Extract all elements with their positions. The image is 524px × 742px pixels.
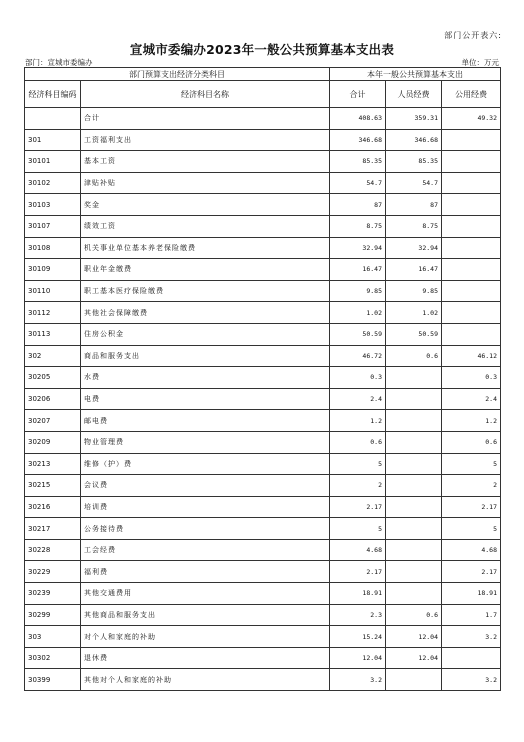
cell-code: 30216 xyxy=(25,496,81,518)
header-personnel: 人员经费 xyxy=(386,81,442,108)
cell-name: 住房公积金 xyxy=(81,323,330,345)
cell-code: 30215 xyxy=(25,475,81,497)
cell-total: 5 xyxy=(330,453,386,475)
cell-code: 301 xyxy=(25,129,81,151)
cell-name: 工会经费 xyxy=(81,539,330,561)
table-row xyxy=(25,280,501,302)
cell-personnel xyxy=(386,539,442,561)
cell-public: 3.2 xyxy=(442,626,501,648)
cell-total: 1.2 xyxy=(330,410,386,432)
table-row xyxy=(25,151,501,173)
cell-name: 基本工资 xyxy=(81,151,330,173)
cell-code: 30229 xyxy=(25,561,81,583)
cell-total: 12.04 xyxy=(330,647,386,669)
cell-code: 30209 xyxy=(25,431,81,453)
cell-name: 商品和服务支出 xyxy=(81,345,330,367)
table-row xyxy=(25,518,501,540)
cell-total: 1.02 xyxy=(330,302,386,324)
page-title: 宣城市委编办2023年一般公共预算基本支出表 xyxy=(129,42,395,57)
table-tag: 部门公开表六: xyxy=(444,31,502,40)
cell-public: 46.12 xyxy=(442,345,501,367)
cell-total: 0.3 xyxy=(330,367,386,389)
cell-public: 2.17 xyxy=(442,561,501,583)
cell-code: 30102 xyxy=(25,172,81,194)
table-row xyxy=(25,583,501,605)
header-name: 经济科目名称 xyxy=(81,81,330,108)
table-column-header xyxy=(25,81,501,108)
cell-public: 1.7 xyxy=(442,604,501,626)
cell-public xyxy=(442,194,501,216)
cell-total: 18.91 xyxy=(330,583,386,605)
table-row xyxy=(25,108,501,130)
cell-code: 30299 xyxy=(25,604,81,626)
cell-public: 2.17 xyxy=(442,496,501,518)
cell-name: 对个人和家庭的补助 xyxy=(81,626,330,648)
cell-code: 30108 xyxy=(25,237,81,259)
cell-personnel: 32.94 xyxy=(386,237,442,259)
cell-total: 32.94 xyxy=(330,237,386,259)
cell-personnel xyxy=(386,410,442,432)
cell-name: 公务接待费 xyxy=(81,518,330,540)
cell-code: 30239 xyxy=(25,583,81,605)
table-row xyxy=(25,194,501,216)
cell-personnel xyxy=(386,561,442,583)
cell-public xyxy=(442,172,501,194)
table-row xyxy=(25,367,501,389)
cell-code: 30205 xyxy=(25,367,81,389)
cell-name: 退休费 xyxy=(81,647,330,669)
cell-personnel xyxy=(386,496,442,518)
cell-code xyxy=(25,108,81,130)
cell-name: 物业管理费 xyxy=(81,431,330,453)
cell-personnel: 12.04 xyxy=(386,647,442,669)
cell-name: 培训费 xyxy=(81,496,330,518)
cell-personnel xyxy=(386,583,442,605)
cell-name: 其他商品和服务支出 xyxy=(81,604,330,626)
cell-total: 9.85 xyxy=(330,280,386,302)
cell-total: 4.68 xyxy=(330,539,386,561)
cell-personnel: 85.35 xyxy=(386,151,442,173)
cell-code: 303 xyxy=(25,626,81,648)
cell-personnel: 0.6 xyxy=(386,604,442,626)
unit-label: 单位：万元 xyxy=(461,58,499,67)
cell-personnel xyxy=(386,669,442,691)
table-body xyxy=(25,108,501,691)
cell-personnel: 16.47 xyxy=(386,259,442,281)
cell-personnel xyxy=(386,431,442,453)
cell-total: 346.68 xyxy=(330,129,386,151)
table-row xyxy=(25,172,501,194)
cell-public: 49.32 xyxy=(442,108,501,130)
cell-code: 302 xyxy=(25,345,81,367)
cell-personnel xyxy=(386,475,442,497)
cell-public xyxy=(442,129,501,151)
cell-total: 87 xyxy=(330,194,386,216)
cell-personnel xyxy=(386,388,442,410)
cell-code: 30112 xyxy=(25,302,81,324)
table-row xyxy=(25,453,501,475)
cell-total: 16.47 xyxy=(330,259,386,281)
cell-name: 其他对个人和家庭的补助 xyxy=(81,669,330,691)
group-header-economic: 部门预算支出经济分类科目 xyxy=(25,68,330,81)
cell-public: 0.6 xyxy=(442,431,501,453)
cell-code: 30110 xyxy=(25,280,81,302)
cell-name: 其他社会保障缴费 xyxy=(81,302,330,324)
cell-code: 30113 xyxy=(25,323,81,345)
cell-code: 30109 xyxy=(25,259,81,281)
cell-name: 机关事业单位基本养老保险缴费 xyxy=(81,237,330,259)
cell-total: 85.35 xyxy=(330,151,386,173)
group-header-budget: 本年一般公共预算基本支出 xyxy=(330,68,501,81)
cell-personnel: 1.02 xyxy=(386,302,442,324)
table-row xyxy=(25,129,501,151)
cell-name: 绩效工资 xyxy=(81,215,330,237)
cell-public xyxy=(442,280,501,302)
cell-total: 54.7 xyxy=(330,172,386,194)
cell-code: 30103 xyxy=(25,194,81,216)
header-total: 合计 xyxy=(330,81,386,108)
table-row xyxy=(25,561,501,583)
cell-name: 水费 xyxy=(81,367,330,389)
cell-name: 奖金 xyxy=(81,194,330,216)
cell-public xyxy=(442,647,501,669)
table-row xyxy=(25,323,501,345)
cell-code: 30213 xyxy=(25,453,81,475)
cell-public xyxy=(442,151,501,173)
cell-name: 邮电费 xyxy=(81,410,330,432)
cell-total: 8.75 xyxy=(330,215,386,237)
cell-public: 0.3 xyxy=(442,367,501,389)
table-row xyxy=(25,215,501,237)
cell-personnel: 346.68 xyxy=(386,129,442,151)
cell-code: 30228 xyxy=(25,539,81,561)
cell-code: 30206 xyxy=(25,388,81,410)
cell-code: 30217 xyxy=(25,518,81,540)
cell-public xyxy=(442,302,501,324)
cell-total: 15.24 xyxy=(330,626,386,648)
table-group-header xyxy=(25,68,501,81)
cell-name: 职业年金缴费 xyxy=(81,259,330,281)
cell-name: 其他交通费用 xyxy=(81,583,330,605)
cell-personnel xyxy=(386,367,442,389)
table-row xyxy=(25,237,501,259)
cell-name: 津贴补贴 xyxy=(81,172,330,194)
cell-public: 18.91 xyxy=(442,583,501,605)
cell-code: 30207 xyxy=(25,410,81,432)
header-code: 经济科目编码 xyxy=(25,81,81,108)
cell-name: 维修（护）费 xyxy=(81,453,330,475)
cell-personnel xyxy=(386,453,442,475)
table-row xyxy=(25,475,501,497)
cell-public: 4.68 xyxy=(442,539,501,561)
cell-total: 5 xyxy=(330,518,386,540)
cell-name: 福利费 xyxy=(81,561,330,583)
department-label: 部门：宣城市委编办 xyxy=(25,58,93,67)
cell-public xyxy=(442,323,501,345)
table-row xyxy=(25,388,501,410)
cell-total: 2.4 xyxy=(330,388,386,410)
cell-total: 0.6 xyxy=(330,431,386,453)
table-row xyxy=(25,345,501,367)
cell-total: 3.2 xyxy=(330,669,386,691)
cell-total: 2.3 xyxy=(330,604,386,626)
cell-public: 1.2 xyxy=(442,410,501,432)
table-row xyxy=(25,496,501,518)
cell-personnel: 87 xyxy=(386,194,442,216)
table-row xyxy=(25,539,501,561)
table-row xyxy=(25,669,501,691)
table-row xyxy=(25,259,501,281)
cell-code: 30107 xyxy=(25,215,81,237)
cell-public: 5 xyxy=(442,518,501,540)
cell-public xyxy=(442,259,501,281)
cell-name: 会议费 xyxy=(81,475,330,497)
budget-table xyxy=(24,67,501,691)
cell-personnel: 50.59 xyxy=(386,323,442,345)
cell-public xyxy=(442,237,501,259)
cell-personnel xyxy=(386,518,442,540)
cell-name: 电费 xyxy=(81,388,330,410)
cell-total: 2.17 xyxy=(330,496,386,518)
cell-public: 2 xyxy=(442,475,501,497)
table-row xyxy=(25,431,501,453)
cell-name: 合计 xyxy=(81,108,330,130)
cell-personnel: 8.75 xyxy=(386,215,442,237)
cell-public: 2.4 xyxy=(442,388,501,410)
table-row xyxy=(25,626,501,648)
cell-public: 3.2 xyxy=(442,669,501,691)
cell-total: 2 xyxy=(330,475,386,497)
cell-total: 50.59 xyxy=(330,323,386,345)
cell-personnel: 0.6 xyxy=(386,345,442,367)
cell-code: 30101 xyxy=(25,151,81,173)
cell-code: 30399 xyxy=(25,669,81,691)
cell-personnel: 359.31 xyxy=(386,108,442,130)
cell-personnel: 9.85 xyxy=(386,280,442,302)
header-public: 公用经费 xyxy=(442,81,501,108)
cell-public xyxy=(442,215,501,237)
cell-name: 工资福利支出 xyxy=(81,129,330,151)
table-row xyxy=(25,302,501,324)
cell-code: 30302 xyxy=(25,647,81,669)
cell-total: 46.72 xyxy=(330,345,386,367)
cell-total: 408.63 xyxy=(330,108,386,130)
table-row xyxy=(25,647,501,669)
cell-personnel: 54.7 xyxy=(386,172,442,194)
cell-personnel: 12.04 xyxy=(386,626,442,648)
table-row xyxy=(25,410,501,432)
cell-total: 2.17 xyxy=(330,561,386,583)
cell-name: 职工基本医疗保险缴费 xyxy=(81,280,330,302)
table-row xyxy=(25,604,501,626)
cell-public: 5 xyxy=(442,453,501,475)
